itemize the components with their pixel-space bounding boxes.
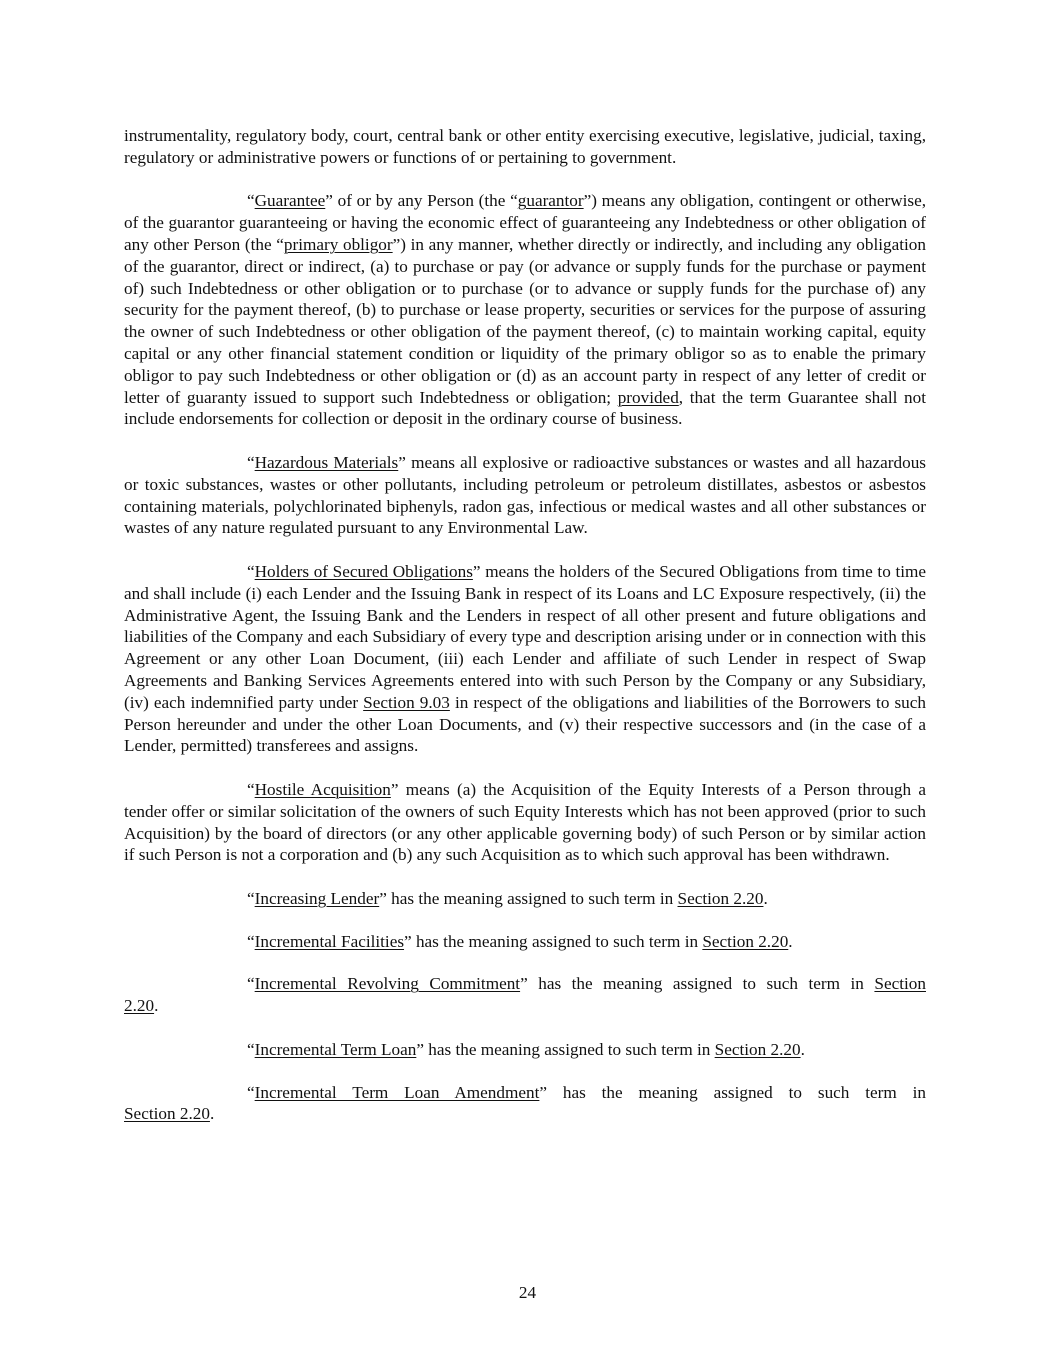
open-quote: “ [247,974,255,994]
definition-incremental-term-loan [124,1039,926,1061]
defined-term-increasing-lender: Increasing Lender [254,888,380,908]
defined-term-guarantor: guarantor [517,191,584,211]
section-reference: Section 2.20 [714,1039,801,1059]
page-number: 24 [518,1283,537,1302]
section-reference: Section 9.03 [363,692,450,712]
section-reference: Section 2.20 [677,888,764,908]
definition-incremental-revolving-commitment [124,973,926,1017]
defined-term-hazardous-materials: Hazardous Materials [254,452,399,472]
period: . [800,1039,805,1059]
definition-line [124,973,926,995]
defined-term-holders-of-secured-obligations: Holders of Secured Obligations [254,561,473,581]
definition-line-continued [124,995,926,1017]
definition-text: ” has the meaning assigned to such term in [379,888,678,908]
definition-text: ” means (a) the Acquisition of the Equity Interests of a Person through a tender offer or similar solicitation of the owners of such Equity Interests which has not been approved (prior to such Acquisition) by the board of directors (or any other applicable governing body) of such Person or by similar action if such Person is not a corporation and (b) any such Acquisition as to which such approval has been withdrawn. [124,779,926,865]
open-quote: “ [247,561,255,581]
definition-text: ” has the meaning assigned to such term in [404,931,703,951]
defined-term-hostile-acquisition: Hostile Acquisition [254,779,391,799]
definition-text: ” has the meaning assigned to such term in [539,1082,927,1102]
definition-guarantee [124,190,926,430]
period: . [209,1104,215,1124]
definition-text: ” means the holders of the Secured Obligations from time to time and shall include (i) each Lender and the Issuing Bank in respect of its Loans and LC Exposure respectively, (ii) the Administrative Agent, the Issuing Bank and the Lenders in respect of all other present and future obligations and liabilities of the Company and each Subsidiary of every type and description arising under or in connection with this Agreement or any other Loan Document, (iii) each Lender and affiliate of such Lender in respect of Swap Agreements and Banking Services Agreements entered into with such Person by the Company or any Subsidiary, (iv) each indemnified party under [124,561,926,712]
defined-term-guarantee: Guarantee [254,191,326,211]
definition-text: ” of or by any Person (the “ [325,191,518,211]
defined-term-incremental-revolving-commitment: Incremental Revolving Commitment [254,974,521,994]
definition-text: in respect of the obligations and liabilities of the Borrowers to such Person hereunder and under the other Loan Documents, and (v) their respective successors and (in the case of a Lender, permitted) transferees and assigns. [124,692,927,756]
definition-text: ”) means any obligation, contingent or otherwise, of the guarantor guaranteeing or having the economic effect of guaranteeing any Indebtedness or other obligation of any other Person (the “ [124,191,927,254]
defined-term-incremental-term-loan-amendment: Incremental Term Loan Amendment [254,1082,540,1102]
document-page [124,125,926,1147]
paragraph-government-continued [124,125,926,169]
period: . [154,996,159,1016]
open-quote: “ [247,452,255,472]
definition-hazardous-materials [124,452,926,539]
open-quote: “ [247,931,255,951]
open-quote: “ [247,191,255,211]
open-quote: “ [247,1082,255,1102]
section-reference: Section 2.20 [124,1104,210,1124]
section-reference: Section 2.20 [702,931,789,951]
open-quote: “ [247,1039,255,1059]
definition-text: ”) in any manner, whether directly or indirectly, and including any obligation of the guarantor, direct or indirect, (a) to purchase or pay (or advance or supply funds for the purchase or payment of) such Indebtedness or other obligation or to purchase (or to advance or supply funds for the purchase of) any security for the payment thereof, (b) to purchase or lease property, securities or services for the purpose of assuring the owner of such Indebtedness or other obligation of the payment thereof, (c) to maintain working capital, equity capital or any other financial statement condition or liquidity of the primary obligor so as to enable the primary obligor to pay such Indebtedness or other obligation or (d) as an account party in respect of any letter of credit or letter of guaranty issued to support such Indebtedness or obligation; [124,234,926,407]
open-quote: “ [247,888,255,908]
definition-text: , that the term Guarantee shall not include endorsements for collection or deposit in the ordinary course of business. [124,387,926,429]
definition-holders-of-secured-obligations [124,561,926,757]
definition-line [124,1082,926,1104]
section-reference-number: 2.20 [124,996,155,1016]
period: . [788,931,793,951]
definition-line-continued [124,1103,926,1125]
paragraph-text: instrumentality, regulatory body, court, central bank or other entity exercising executive, legislative, judicial, taxing, regulatory or administrative powers or functions of or pertaining to government. [124,126,926,167]
definition-increasing-lender [124,888,926,910]
defined-term-incremental-facilities: Incremental Facilities [254,931,405,951]
defined-term-incremental-term-loan: Incremental Term Loan [254,1039,417,1059]
definition-incremental-term-loan-amendment [124,1082,926,1126]
definition-text: ” has the meaning assigned to such term in [520,974,875,994]
period: . [763,888,768,908]
section-reference: Section [874,974,926,994]
definition-hostile-acquisition [124,779,926,866]
definition-text: ” means all explosive or radioactive substances or wastes and all hazardous or toxic substances, wastes or other pollutants, including petroleum or petroleum distillates, asbestos or asbestos containing materials, polychlorinated biphenyls, radon gas, infectious or medical wastes and all other substances or wastes of any nature regulated pursuant to any Environmental Law. [124,452,926,538]
definition-text: ” has the meaning assigned to such term in [416,1039,715,1059]
defined-term-primary-obligor: primary obligor [283,234,393,254]
provided-term: provided [617,387,679,407]
open-quote: “ [247,779,255,799]
definition-incremental-facilities [124,931,926,953]
